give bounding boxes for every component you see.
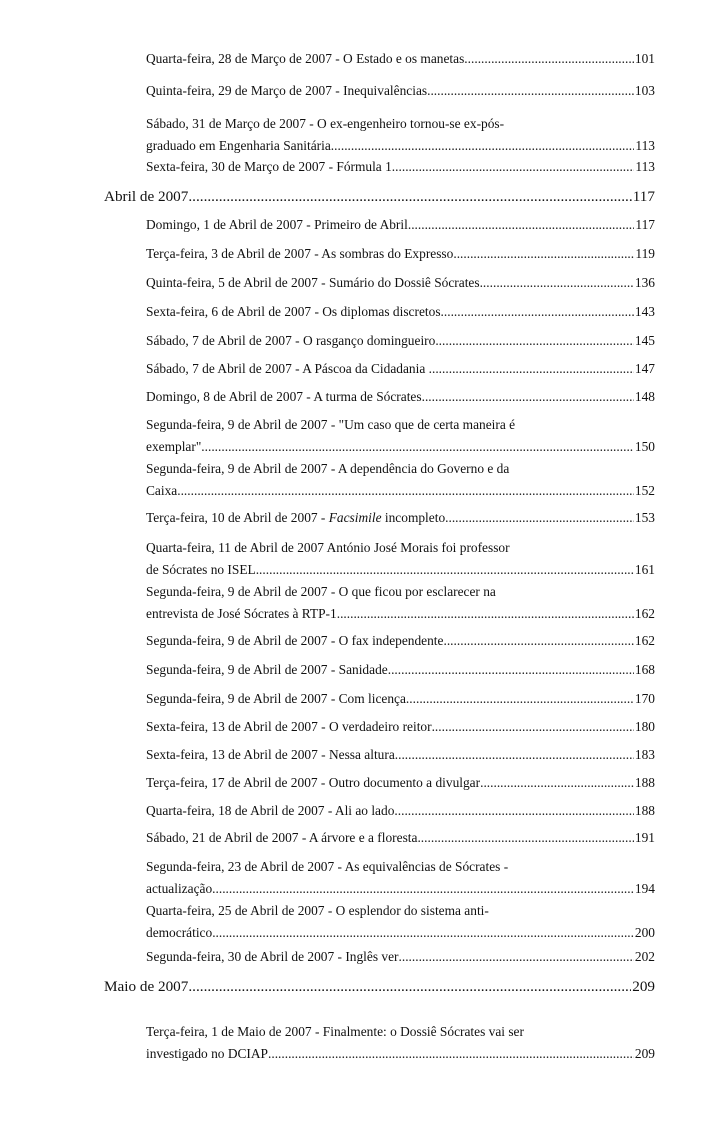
toc-section-title: Maio de 2007 — [104, 978, 189, 995]
dot-leader — [188, 975, 631, 999]
toc-entry[interactable] — [146, 386, 655, 408]
dot-leader — [416, 688, 634, 710]
toc-entry-title: Segunda-feira, 9 de Abril de 2007 - O que ficou por esclarecer na — [146, 584, 496, 599]
toc-entry-title: Segunda-feira, 23 de Abril de 2007 - As equivalências de Sócrates - — [146, 859, 509, 874]
toc-page-number: 183 — [634, 747, 655, 762]
toc-entry-title: Segunda-feira, 9 de Abril de 2007 - "Um caso que de certa maneira é — [146, 417, 516, 432]
toc-entry[interactable] — [146, 659, 655, 681]
toc-entry[interactable] — [146, 581, 655, 625]
toc-page-number: 161 — [634, 562, 655, 577]
dot-leader — [177, 480, 634, 502]
toc-page-number: 170 — [634, 691, 655, 706]
dot-leader — [212, 922, 634, 944]
toc-entry[interactable] — [146, 113, 655, 157]
toc-entry[interactable] — [146, 1021, 655, 1065]
toc-page-number: 194 — [634, 881, 655, 896]
toc-entry[interactable] — [146, 214, 655, 236]
toc-entry-title: Sábado, 7 de Abril de 2007 - O rasganço domingueiro — [146, 333, 436, 348]
dot-leader — [212, 878, 634, 900]
toc-entry-title: incompleto — [381, 510, 446, 525]
dot-leader — [480, 772, 634, 794]
toc-page-number: 180 — [634, 719, 655, 734]
toc-entry-title: Quinta-feira, 5 de Abril de 2007 - Sumário do Dossiê Sócrates — [146, 275, 480, 290]
toc-entry-title: Sábado, 7 de Abril de 2007 - A Páscoa da Cidadania . — [146, 361, 432, 376]
toc-page-number: 148 — [634, 389, 655, 404]
toc-entry-title: graduado em Engenharia Sanitária — [146, 138, 331, 153]
dot-leader — [408, 214, 635, 236]
toc-entry-title: entrevista de José Sócrates à RTP-1 — [146, 606, 337, 621]
toc-entry[interactable] — [146, 330, 655, 352]
toc-entry-title: Caixa — [146, 483, 178, 498]
toc-page-number: 191 — [634, 830, 655, 845]
toc-entry-title: Domingo, 1 de Abril de 2007 - Primeiro de Abril — [146, 217, 408, 232]
toc-page-number: 117 — [632, 188, 655, 205]
toc-entry-title: Quinta-feira, 29 de Março de 2007 - Inequivalências — [146, 83, 428, 98]
dot-leader — [399, 946, 634, 968]
dot-leader — [427, 80, 634, 102]
toc-entry[interactable] — [146, 301, 655, 323]
toc-page-number: 150 — [634, 439, 655, 454]
toc-page-number: 117 — [635, 217, 655, 232]
toc-entry[interactable] — [146, 48, 655, 70]
toc-page-number: 209 — [632, 978, 655, 995]
toc-entry-title: Sexta-feira, 13 de Abril de 2007 - O verdadeiro reitor — [146, 719, 432, 734]
dot-leader — [392, 156, 635, 178]
toc-entry[interactable] — [146, 80, 655, 102]
toc-entry-title: Quarta-feira, 25 de Abril de 2007 - O esplendor do sistema anti- — [146, 903, 489, 918]
dot-leader — [432, 716, 634, 738]
toc-entry-title: Segunda-feira, 9 de Abril de 2007 - O fax independente — [146, 633, 444, 648]
toc-entry-title: Sexta-feira, 30 de Março de 2007 - Fórmula 1 — [146, 159, 392, 174]
toc-entry[interactable] — [146, 458, 655, 502]
dot-leader — [445, 507, 634, 529]
toc-page-number: 147 — [634, 361, 655, 376]
toc-entry-title: Segunda-feira, 9 de Abril de 2007 - A dependência do Governo e da — [146, 461, 510, 476]
toc-entry[interactable] — [146, 272, 655, 294]
toc-entry-title: actualização — [146, 881, 213, 896]
toc-entry-title: Sexta-feira, 13 de Abril de 2007 - Nessa altura — [146, 747, 395, 762]
toc-page-number: 168 — [634, 662, 655, 677]
toc-section-heading[interactable] — [104, 975, 655, 999]
toc-entry-title: de Sócrates no ISEL — [146, 562, 256, 577]
dot-leader — [432, 358, 634, 380]
toc-entry[interactable] — [146, 946, 655, 968]
dot-leader — [464, 48, 634, 70]
dot-leader — [337, 603, 634, 625]
dot-leader — [256, 559, 634, 581]
toc-entry[interactable] — [146, 243, 655, 265]
toc-page-number: 153 — [634, 510, 655, 525]
toc-entry-title: democrático — [146, 925, 213, 940]
toc-entry[interactable] — [146, 630, 655, 652]
dot-leader — [443, 630, 633, 652]
toc-entry-title: Sábado, 21 de Abril de 2007 - A árvore e a floresta — [146, 830, 418, 845]
toc-entry-title: Segunda-feira, 9 de Abril de 2007 - Sanidade — [146, 662, 388, 677]
toc-entry-title: Domingo, 8 de Abril de 2007 - A turma de Sócrates — [146, 389, 422, 404]
toc-entry-title: Sexta-feira, 6 de Abril de 2007 - Os diplomas discretos — [146, 304, 441, 319]
toc-entry-title: Sábado, 31 de Março de 2007 - O ex-engenheiro tornou-se ex-pós- — [146, 116, 505, 131]
toc-page-number: 113 — [635, 138, 655, 153]
toc-entry-title: Terça-feira, 17 de Abril de 2007 - Outro documento a divulgar — [146, 775, 481, 790]
dot-leader — [395, 744, 634, 766]
toc-page-number: 145 — [634, 333, 655, 348]
toc-page-number: 101 — [634, 51, 655, 66]
dot-leader — [422, 386, 634, 408]
toc-entry-title: Terça-feira, 1 de Maio de 2007 - Finalmente: o Dossiê Sócrates vai ser — [146, 1024, 524, 1039]
toc-page-number: 143 — [634, 304, 655, 319]
toc-entry[interactable] — [146, 688, 655, 710]
toc-entry[interactable] — [146, 744, 655, 766]
toc-section-heading[interactable] — [104, 185, 655, 209]
dot-leader — [388, 659, 634, 681]
toc-entry[interactable] — [146, 156, 655, 178]
toc-page-number: 113 — [635, 159, 655, 174]
toc-entry-title: investigado no DCIAP — [146, 1046, 268, 1061]
toc-page-number: 103 — [634, 83, 655, 98]
toc-page-number: 209 — [634, 1046, 655, 1061]
dot-leader — [480, 272, 634, 294]
toc-page-number: 162 — [634, 606, 655, 621]
toc-section-title: Abril de 2007 — [104, 188, 189, 205]
toc-page-number: 136 — [634, 275, 655, 290]
toc-entry[interactable] — [146, 772, 655, 794]
toc-page-number: 162 — [634, 633, 655, 648]
toc-entry-title: Terça-feira, 10 de Abril de 2007 - — [146, 510, 329, 525]
dot-leader — [435, 330, 634, 352]
dot-leader — [268, 1043, 634, 1065]
toc-entry[interactable] — [146, 856, 655, 900]
toc-entry[interactable] — [146, 800, 655, 822]
toc-entry-title: Quarta-feira, 18 de Abril de 2007 - Ali ao lado — [146, 803, 395, 818]
toc-entry-title: exemplar"... — [146, 439, 212, 454]
dot-leader — [441, 301, 634, 323]
dot-leader — [211, 436, 634, 458]
toc-entry[interactable] — [146, 507, 655, 529]
toc-entry[interactable] — [146, 827, 655, 849]
toc-entry-title: Quarta-feira, 28 de Março de 2007 - O Estado e os manetas — [146, 51, 465, 66]
dot-leader — [188, 185, 631, 209]
toc-entry-title: Segunda-feira, 30 de Abril de 2007 - Inglês ver — [146, 949, 399, 964]
toc-page-number: 202 — [634, 949, 655, 964]
dot-leader — [394, 800, 634, 822]
toc-page-number: 152 — [634, 483, 655, 498]
dot-leader — [417, 827, 633, 849]
toc-page-number: 188 — [634, 803, 655, 818]
toc-entry[interactable] — [146, 716, 655, 738]
toc-page-number: 119 — [635, 246, 655, 261]
dot-leader — [453, 243, 634, 265]
toc-entry-title: Terça-feira, 3 de Abril de 2007 - As sombras do Expresso — [146, 246, 454, 261]
dot-leader — [331, 135, 635, 157]
toc-entry[interactable] — [146, 414, 655, 458]
toc-page-number: 188 — [634, 775, 655, 790]
toc-entry[interactable] — [146, 537, 655, 581]
toc-entry-title: Quarta-feira, 11 de Abril de 2007 António José Morais foi professor — [146, 540, 510, 555]
toc-page-number: 200 — [634, 925, 655, 940]
toc-entry[interactable] — [146, 358, 655, 380]
toc-entry-title-italic: Facsimile — [328, 510, 382, 525]
toc-entry-title: Segunda-feira, 9 de Abril de 2007 - Com licença... — [146, 691, 416, 706]
toc-entry[interactable] — [146, 900, 655, 944]
